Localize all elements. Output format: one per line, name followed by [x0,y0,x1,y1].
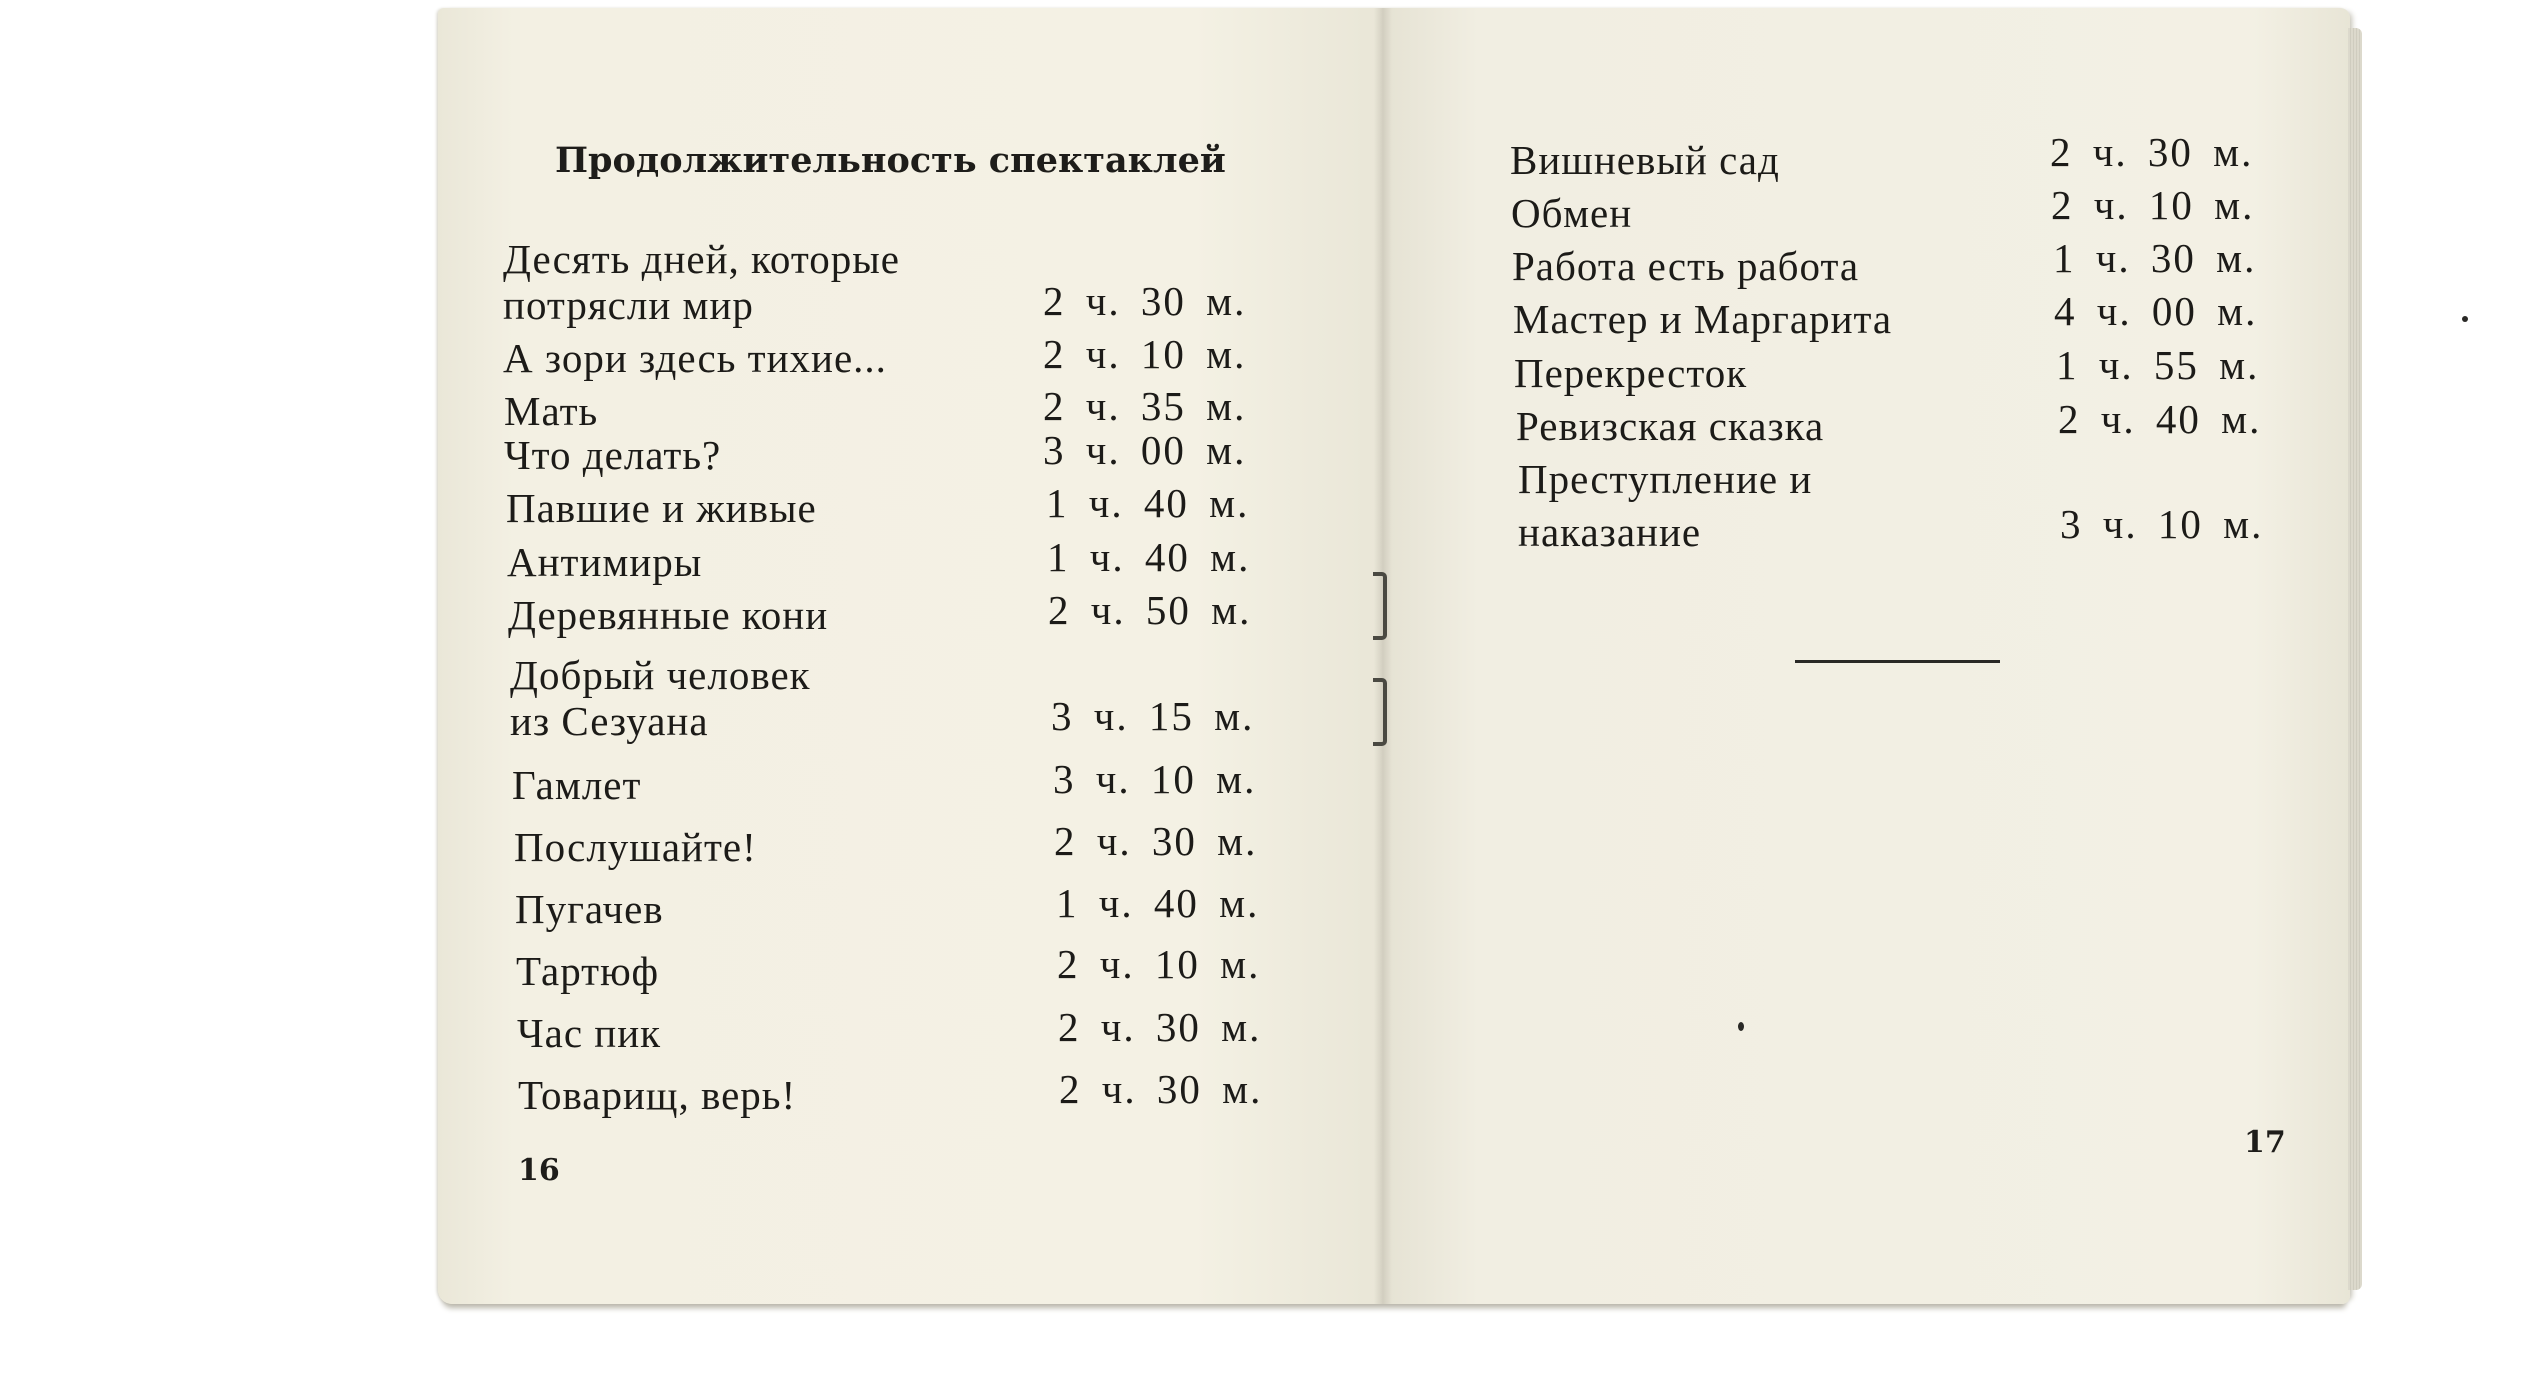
play-name: Час пик [517,1010,662,1056]
play-name: потрясли мир [503,282,754,328]
play-name: Работа есть работа [1512,243,1860,289]
play-duration: 3 ч. 10 м. [2060,501,2264,547]
play-duration: 2 ч. 50 м. [1048,587,1252,633]
play-duration: 2 ч. 10 м. [1057,941,1261,987]
booklet-spine [1374,8,1392,1304]
play-name: из Сезуана [510,698,709,744]
play-duration: 2 ч. 30 м. [1054,818,1258,864]
play-name: наказание [1518,509,1702,555]
page-number: 16 [518,1153,560,1188]
play-duration: 2 ч. 30 м. [1059,1066,1263,1112]
play-duration: 3 ч. 15 м. [1051,693,1255,739]
play-name: Послушайте! [514,824,757,870]
play-name: Антимиры [507,539,703,585]
staple-icon [1373,572,1387,640]
play-name: Павшие и живые [506,485,817,531]
play-name: Мать [504,388,599,434]
play-name: Обмен [1511,190,1633,236]
play-name: Вишневый сад [1510,137,1780,183]
play-duration: 1 ч. 40 м. [1046,480,1250,526]
play-duration: 2 ч. 30 м. [1043,278,1247,324]
play-name: Товарищ, верь! [518,1072,797,1118]
play-duration: 1 ч. 40 м. [1056,880,1260,926]
play-duration: 2 ч. 10 м. [2051,182,2255,228]
play-duration: 2 ч. 40 м. [2058,396,2262,442]
ink-speck [2462,316,2468,322]
play-duration: 1 ч. 40 м. [1047,534,1251,580]
play-duration: 4 ч. 00 м. [2054,288,2258,334]
play-name: Ревизская сказка [1516,403,1825,449]
play-duration: 1 ч. 55 м. [2056,342,2260,388]
play-name: Мастер и Маргарита [1513,296,1893,342]
play-duration: 2 ч. 35 м. [1043,383,1247,429]
play-duration: 2 ч. 30 м. [2050,129,2254,175]
page-edges [2348,28,2362,1290]
play-duration: 1 ч. 30 м. [2053,235,2257,281]
play-duration: 2 ч. 30 м. [1058,1004,1262,1050]
play-name: Преступление и [1518,456,1813,502]
page-number: 17 [2244,1125,2286,1160]
play-name: Тартюф [516,948,660,994]
play-name: Что делать? [504,432,722,478]
staple-icon [1373,678,1387,746]
play-name: Перекресток [1514,350,1748,396]
play-name: Десять дней, которые [503,236,900,282]
page-title: Продолжительность спектаклей [555,140,1226,181]
play-duration: 2 ч. 10 м. [1043,331,1247,377]
play-name: Добрый человек [510,652,811,698]
play-duration: 3 ч. 00 м. [1043,427,1247,473]
play-name: Деревянные кони [508,592,829,638]
play-name: Гамлет [512,762,642,808]
section-divider [1795,660,2000,663]
play-name: Пугачев [515,886,664,932]
play-duration: 3 ч. 10 м. [1053,756,1257,802]
ink-speck [1738,1022,1744,1031]
play-name: А зори здесь тихие... [503,335,887,381]
